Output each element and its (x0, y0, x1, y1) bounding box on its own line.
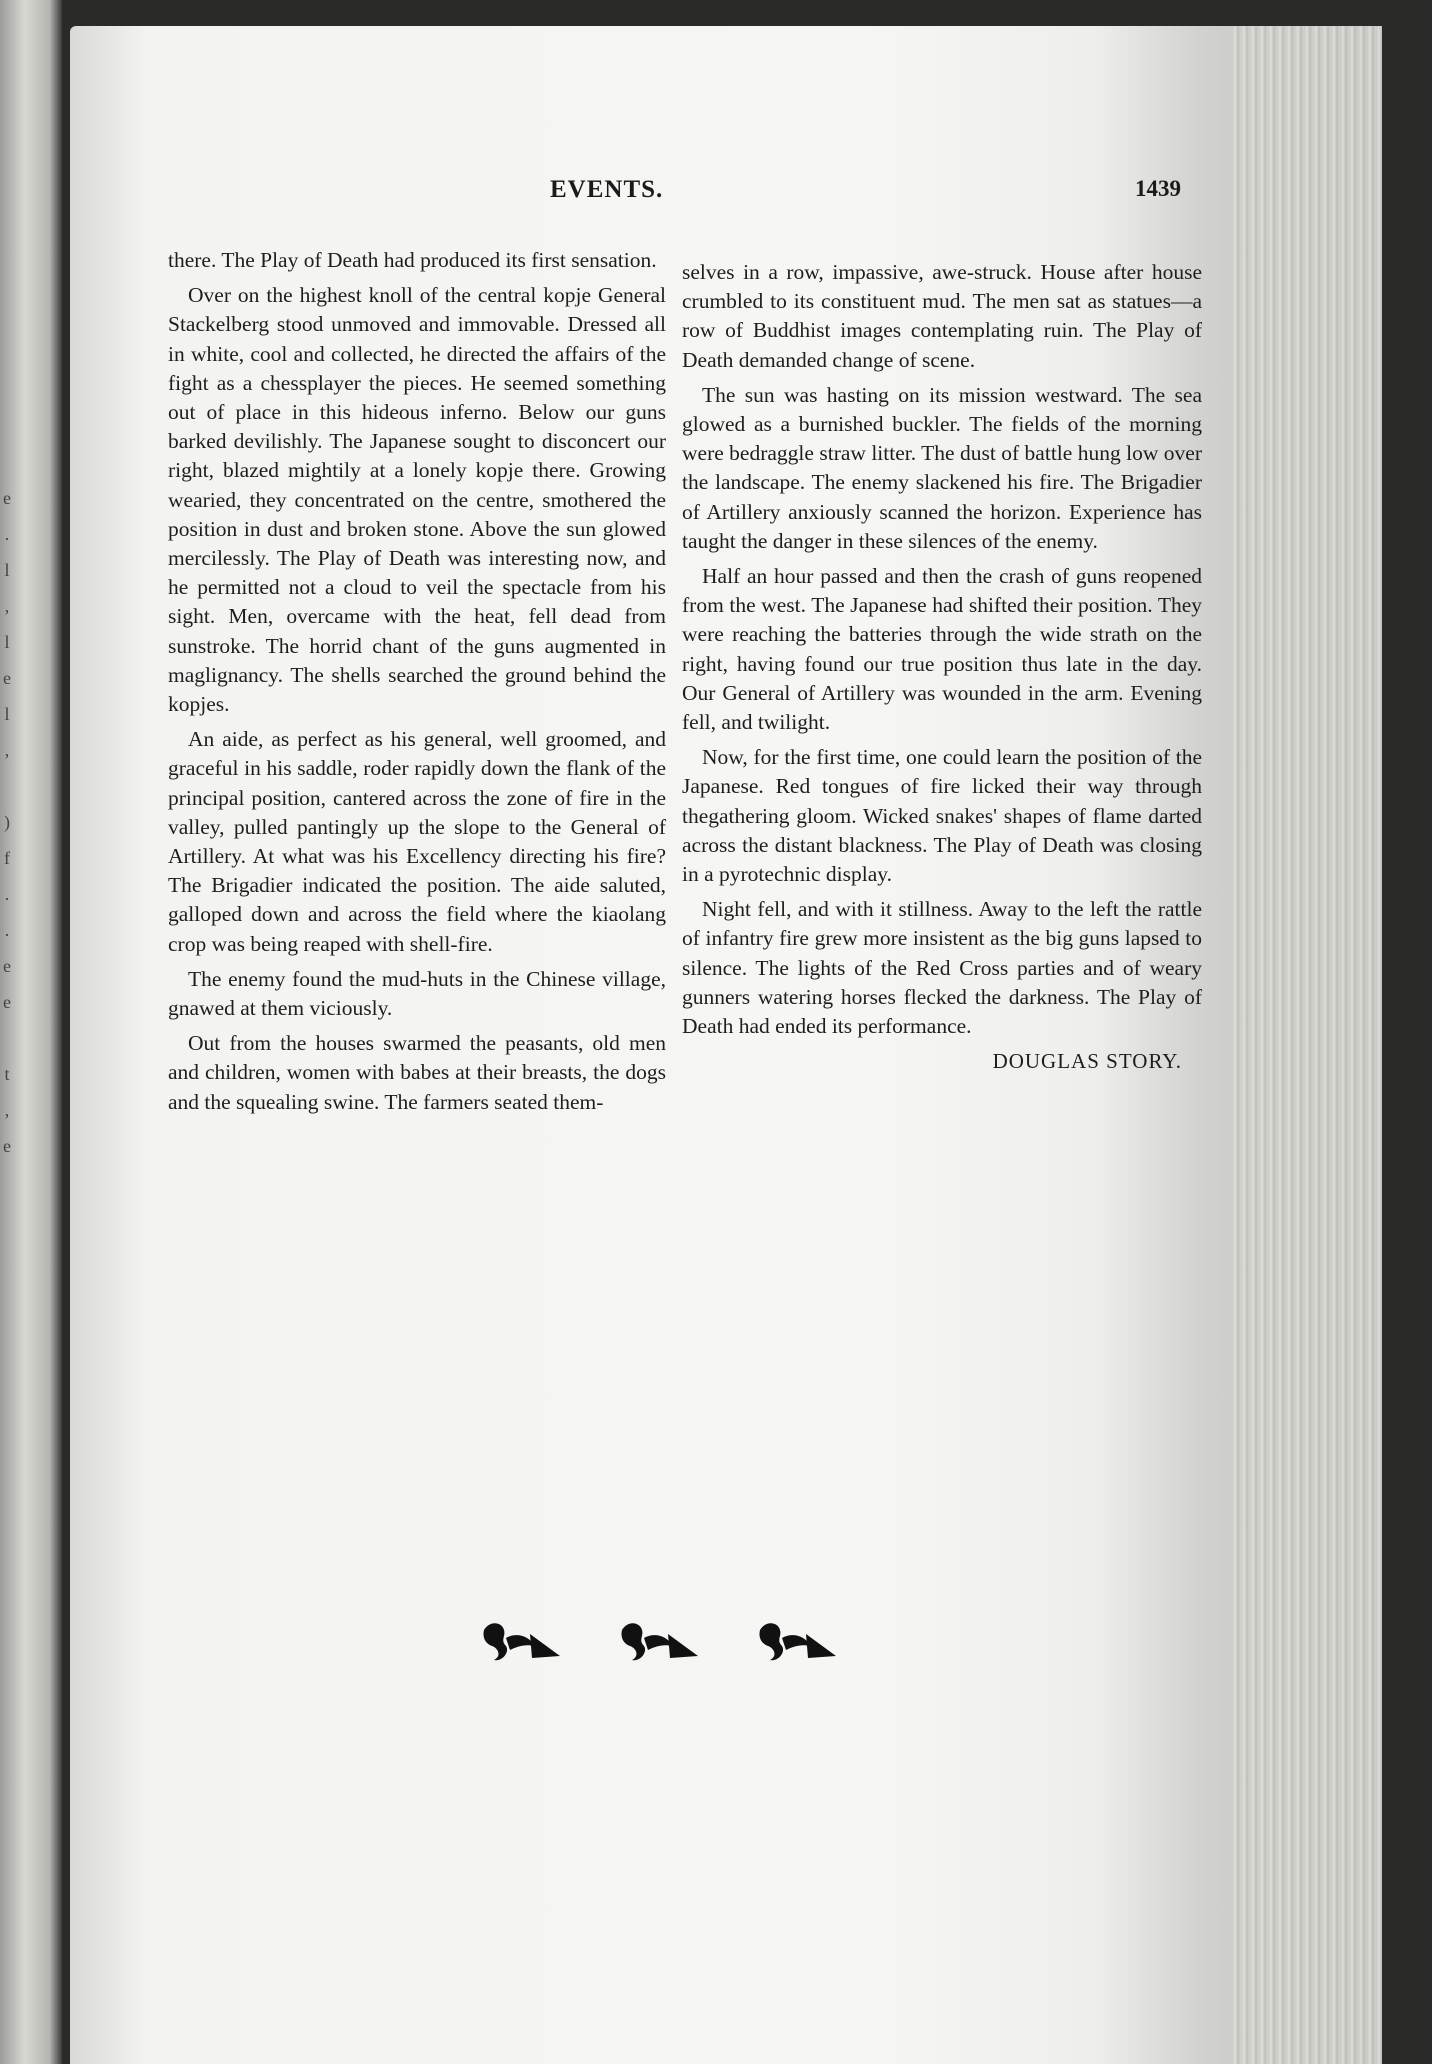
paragraph: Night fell, and with it stillness. Away to the left the rattle of infantry fire grew more insistent as the big guns lapsed to silence. The lights of the Red Cross parties and of weary gunners watering horses flecked the darkness. The Play of Death had ended its performance. (682, 897, 1202, 1039)
page-edges (1232, 26, 1382, 2064)
leaf-ornament-icon (618, 1616, 702, 1672)
paragraph: Half an hour passed and then the crash of guns reopened from the west. The Japanese had shifted their position. They were reaching the batteries through the wide strath on the right, having found our true position thus late in the day. Our General of Artillery was wounded in the arm. Evening fell, and twilight. (682, 564, 1202, 735)
book-page (70, 26, 1382, 2064)
author-signature: DOUGLAS STORY. (992, 1049, 1182, 1074)
paragraph: The enemy found the mud-huts in the Chinese village, gnawed at them viciously. (168, 966, 666, 1021)
leaf-ornament-icon (756, 1616, 840, 1672)
left-column (168, 246, 666, 1123)
paragraph: Over on the highest knoll of the central kopje General Stackelberg stood unmoved and immovable. Dressed all in white, cool and collected, he directed the affairs of the fight as a chessplayer the pieces. He seemed something out of place in this hideous inferno. Below our guns barked devilishly. The Japanese sought to disconcert our right, blazed mightily at a lonely kopje there. Growing wearied, they concentrated on the centre, smothered the position in dust and broken stone. Above the sun glowed mercilessly. The Play of Death was interesting now, and he permitted not a cloud to veil the spectacle from his sight. Men, overcame with the heat, fell dead from sunstroke. The horrid chant of the guns augmented in maglignancy. The shells searched the ground behind the kopjes. (168, 283, 666, 717)
page-number: 1439 (1135, 176, 1181, 201)
paragraph: The sun was hasting on its mission westward. The sea glowed as a burnished buckler. The fields of the morning were bedraggle straw litter. The dust of battle hung low over the landscape. The enemy slackened his fire. The Brigadier of Artillery anxiously scanned the horizon. Experience has taught the danger in these silences of the enemy. (682, 382, 1202, 553)
ornament-row (480, 1616, 840, 1676)
leaf-ornament-icon (480, 1616, 564, 1672)
paragraph: selves in a row, impassive, awe-struck. House after house crumbled to its constituent mud. The men sat as statues—a row of Buddhist images contemplating ruin. The Play of Death demanded change of scene. (682, 260, 1202, 372)
right-column (682, 258, 1202, 1076)
paragraph: An aide, as perfect as his general, well groomed, and graceful in his saddle, roder rapidly down the flank of the principal position, cantered across the zone of fire in the valley, pulled pantingly up the slope to the General of Artillery. At what was his Excellency directing his fire? The Brigadier indicated the position. The aide saluted, galloped down and across the field where the kiaolang crop was being reaped with shell-fire. (168, 727, 666, 956)
paragraph: Now, for the first time, one could learn the position of the Japanese. Red tongues of fire licked their way through thegathering gloom. Wicked snakes' shapes of flame darted across the distant blackness. The Play of Death was closing in a pyrotechnic display. (682, 745, 1202, 887)
running-head: EVENTS. (550, 176, 664, 203)
paragraph: there. The Play of Death had produced its first sensation. (168, 248, 657, 272)
paragraph: Out from the houses swarmed the peasants, old men and children, women with babes at their breasts, the dogs and the squealing swine. The farmers seated them- (168, 1031, 666, 1114)
facing-page-text-fragments: e . l , l e l , ) f . . e e t , e (3, 488, 11, 1156)
